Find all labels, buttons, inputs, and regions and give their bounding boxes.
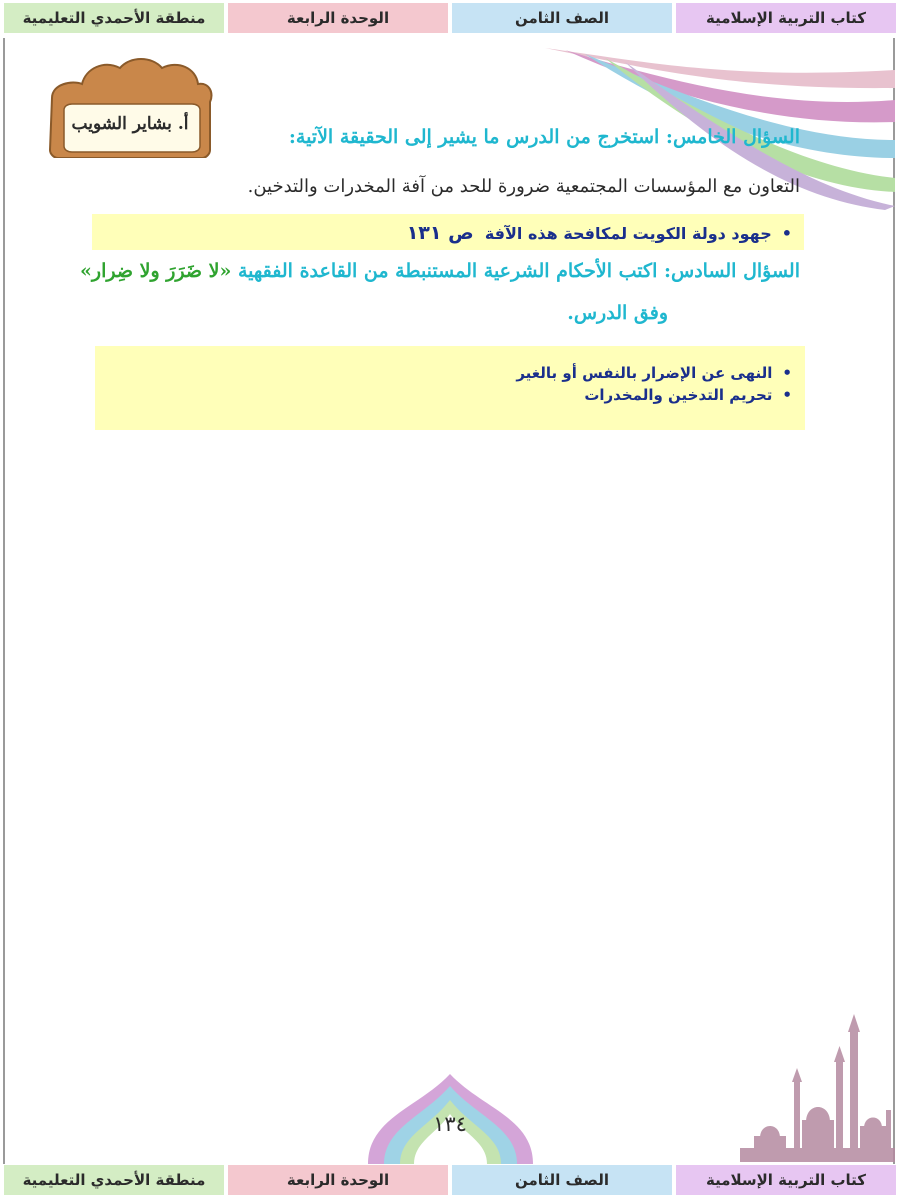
question-6-title (80, 260, 800, 282)
answer-5 (407, 222, 792, 244)
question-5-fact: التعاون مع المؤسسات المجتمعية ضرورة للحد من آفة المخدرات والتدخين. (247, 176, 800, 197)
teacher-name: أ. بشاير الشويب (71, 114, 189, 134)
header-tab-book: كتاب التربية الإسلامية (676, 3, 896, 33)
question-6-line2: وفق الدرس. (567, 302, 668, 324)
list-item: •تحريم التدخين والمخدرات (584, 386, 792, 404)
mosque-skyline-icon (740, 1010, 895, 1162)
header-tab-grade: الصف الثامن (452, 3, 672, 33)
bullet-icon: • (782, 386, 792, 404)
header-bar (0, 3, 900, 37)
footer-tab-district: منطقة الأحمدي التعليمية (4, 1165, 224, 1195)
header-tab-district: منطقة الأحمدي التعليمية (4, 3, 224, 33)
header-tab-unit: الوحدة الرابعة (228, 3, 448, 33)
footer-tab-unit: الوحدة الرابعة (228, 1165, 448, 1195)
question-6-text: السؤال السادس: اكتب الأحكام الشرعية المستنبطة من القاعدة الفقهية (237, 260, 800, 282)
footer-bar (0, 1165, 900, 1199)
page-frame-left (3, 38, 5, 1164)
footer-tab-grade: الصف الثامن (452, 1165, 672, 1195)
answer-5-text: جهود دولة الكويت لمكافحة هذه الآفة (484, 224, 772, 243)
footer-tab-book: كتاب التربية الإسلامية (676, 1165, 896, 1195)
fiqh-rule: «لا ضَرَرَ ولا ضِرار» (80, 260, 232, 282)
bullet-icon: • (781, 224, 792, 243)
list-item: •النهى عن الإضرار بالنفس أو بالغير (516, 364, 792, 382)
teacher-badge (42, 54, 218, 158)
answer-5-page-ref: ص ١٣١ (406, 222, 474, 244)
page-number: ١٣٤ (433, 1112, 467, 1136)
bullet-icon: • (782, 364, 792, 382)
answer-6-list (516, 364, 792, 408)
question-5-title: السؤال الخامس: استخرج من الدرس ما يشير إلى الحقيقة الآتية: (288, 126, 800, 148)
